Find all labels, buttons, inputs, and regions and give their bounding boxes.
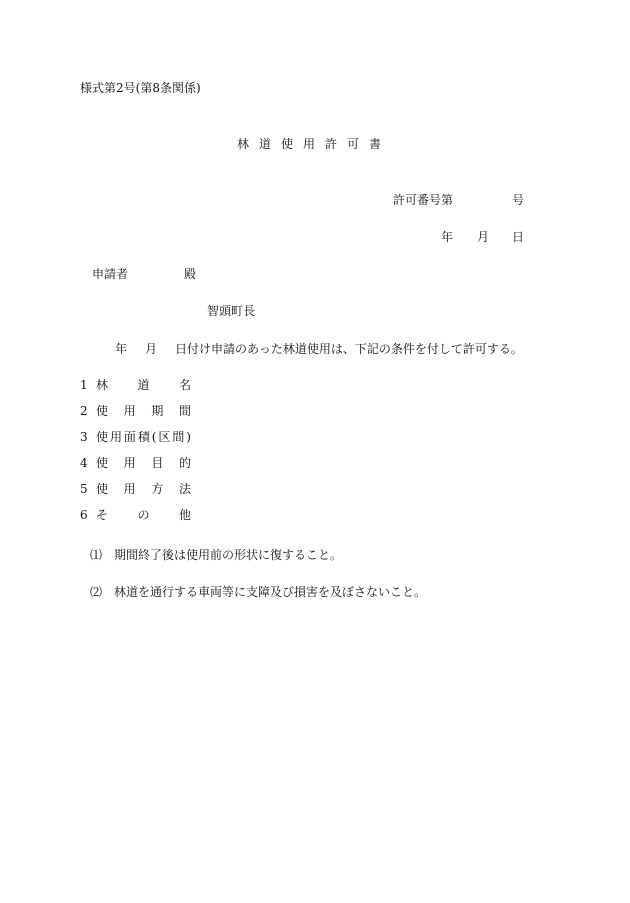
item-number: 3 <box>80 430 88 444</box>
item-label: 使用面積(区間) <box>96 430 191 444</box>
list-item <box>80 405 191 431</box>
item-number: 2 <box>80 404 88 418</box>
date-day-label: 日 <box>512 230 525 244</box>
date-year-label: 年 <box>441 230 454 244</box>
date-month-label: 月 <box>477 230 490 244</box>
permit-items-list <box>80 379 191 535</box>
condition-text: 期間終了後は使用前の形状に復すること。 <box>114 548 343 562</box>
condition-text: 林道を通行する車両等に支障及び損害を及ぼさないこと。 <box>114 585 427 599</box>
issuer-name: 智頭町長 <box>207 304 256 318</box>
statement-month: 月 <box>145 342 158 356</box>
form-number: 様式第2号(第8条関係) <box>80 81 201 95</box>
list-item <box>80 483 191 509</box>
applicant-honorific: 殿 <box>184 267 197 281</box>
statement-text: 日付け申請のあった林道使用は、下記の条件を付して許可する。 <box>175 342 523 356</box>
condition-2 <box>90 586 426 598</box>
item-label: 使用方法 <box>96 482 191 496</box>
item-label: 使用期間 <box>96 404 191 418</box>
item-number: 5 <box>80 482 88 496</box>
condition-number: ⑵ <box>90 585 103 599</box>
list-item <box>80 431 191 457</box>
list-item <box>80 379 191 405</box>
item-label: その他 <box>96 508 191 522</box>
statement-year: 年 <box>115 342 128 356</box>
item-number: 6 <box>80 508 88 522</box>
document-title: 林道使用許可書 <box>237 137 392 151</box>
list-item <box>80 509 191 535</box>
permit-number-suffix: 号 <box>512 193 525 207</box>
condition-number: ⑴ <box>90 548 103 562</box>
condition-1 <box>90 549 342 561</box>
item-number: 4 <box>80 456 88 470</box>
item-label: 林道名 <box>96 378 191 392</box>
permit-statement <box>115 343 523 355</box>
permit-number-label: 許可番号第 <box>393 193 454 207</box>
item-number: 1 <box>80 378 88 392</box>
list-item <box>80 457 191 483</box>
item-label: 使用目的 <box>96 456 191 470</box>
applicant-label: 申請者 <box>92 267 129 281</box>
